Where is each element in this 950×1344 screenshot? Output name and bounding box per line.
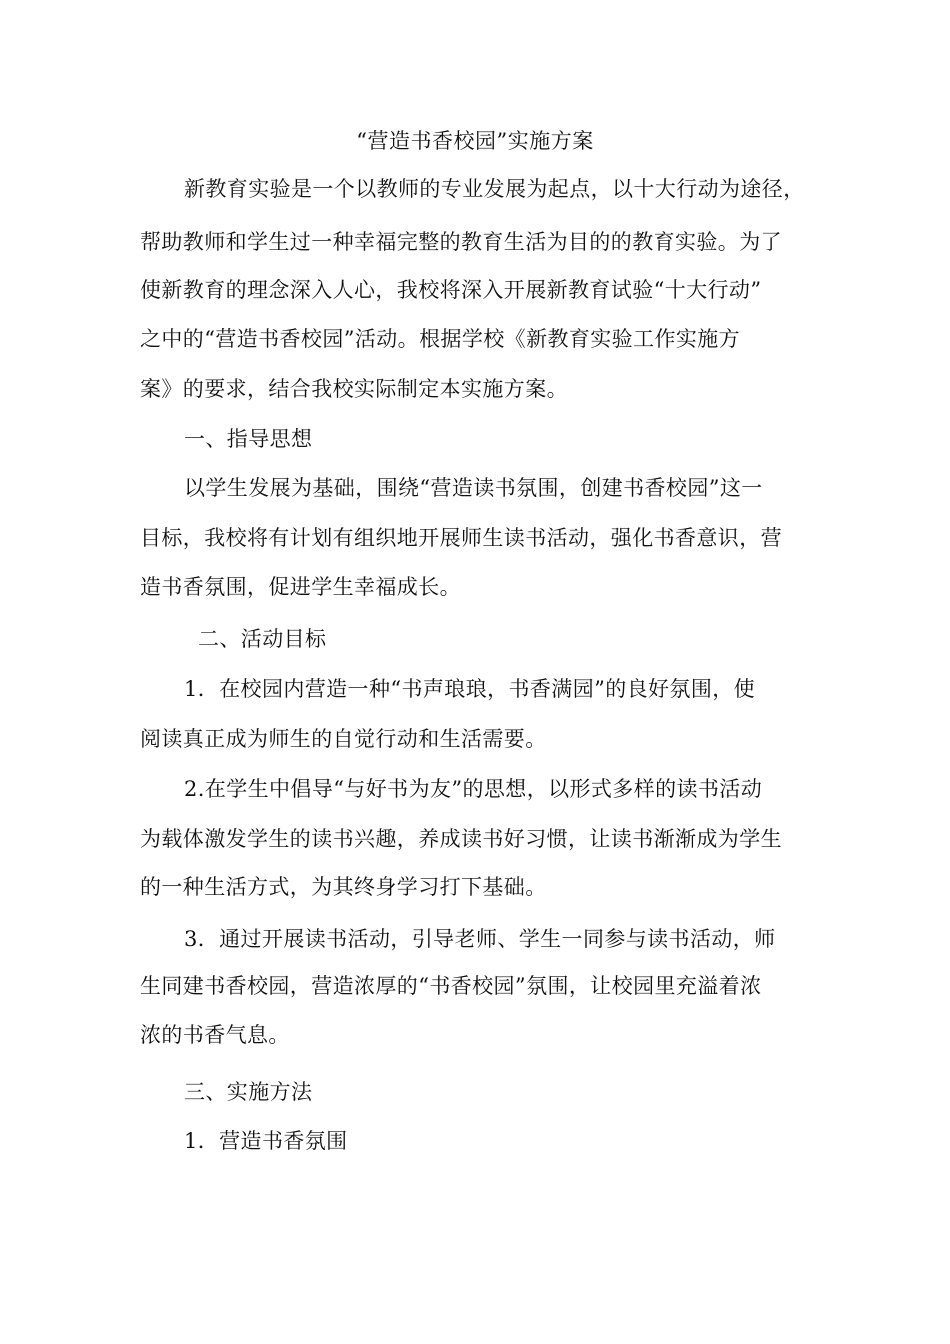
paragraph-line: 生同建书香校园，营造浓厚的“书香校园”氛围，让校园里充溢着浓 (140, 974, 762, 998)
document-title: “营造书香校园”实施方案 (356, 129, 594, 153)
paragraph-line: 阅读真正成为师生的自觉行动和生活需要。 (140, 727, 547, 751)
section-heading: 一、指导思想 (184, 427, 313, 451)
paragraph-line: 目标，我校将有计划有组织地开展师生读书活动，强化书香意识，营 (140, 526, 782, 550)
paragraph-line: 1．在校园内营造一种“书声琅琅，书香满园”的良好氛围，使 (184, 677, 756, 701)
paragraph-line: 为载体激发学生的读书兴趣，养成读书好习惯，让读书渐渐成为学生 (140, 827, 782, 851)
paragraph-line: 3．通过开展读书活动，引导老师、学生一同参与读书活动，师 (184, 927, 776, 951)
paragraph-line: 新教育实验是一个以教师的专业发展为起点，以十大行动为途径， (184, 177, 805, 201)
paragraph-line: 使新教育的理念深入人心，我校将深入开展新教育试验“十大行动” (140, 278, 762, 302)
paragraph-line: 的一种生活方式，为其终身学习打下基础。 (140, 875, 547, 899)
paragraph-line: 2.在学生中倡导“与好书为友”的思想，以形式多样的读书活动 (184, 777, 763, 801)
subsection-heading: 1．营造书香氛围 (184, 1129, 348, 1153)
paragraph-line: 案》的要求，结合我校实际制定本实施方案。 (140, 377, 568, 401)
paragraph-line: 帮助教师和学生过一种幸福完整的教育生活为目的的教育实验。为了 (140, 230, 782, 254)
section-heading: 三、实施方法 (184, 1080, 313, 1104)
paragraph-line: 造书香氛围，促进学生幸福成长。 (140, 575, 461, 599)
section-heading: 二、活动目标 (198, 627, 327, 651)
paragraph-line: 以学生发展为基础，围绕“营造读书氛围，创建书香校园”这一 (184, 476, 763, 500)
paragraph-line: 浓的书香气息。 (140, 1023, 290, 1047)
paragraph-line: 之中的“营造书香校园”活动。根据学校《新教育实验工作实施方 (140, 327, 741, 351)
